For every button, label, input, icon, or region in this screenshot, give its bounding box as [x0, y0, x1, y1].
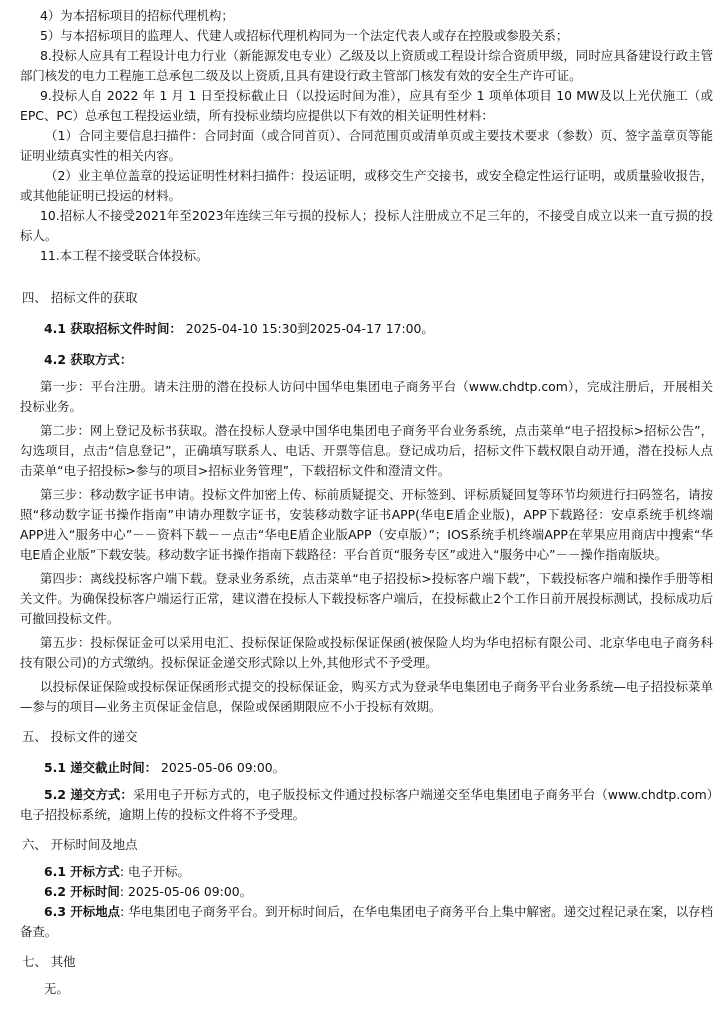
section-5-1 [20, 758, 713, 778]
section-6-3-value: : 华电集团电子商务平台。到开标时间后，在华电集团电子商务平台上集中解密。递交过程记录在案，以存档备查。 [20, 904, 713, 939]
section-5-2-label: 5.2 递交方式： [44, 787, 133, 802]
step-6: 以投标保证保险或投标保证保函形式提交的投标保证金，购买方式为登录华电集团电子商务平台业务系统—电子招投标菜单—参与的项目—业务主页保证金信息，保险或保函期限应不小于投标有效期。 [20, 679, 713, 714]
section-6-1-value: : 电子开标。 [119, 864, 190, 879]
section-6-2-label: 6.2 开标时间 [44, 884, 120, 899]
section-5-heading: 五、 投标文件的递交 [22, 729, 138, 744]
section-4-1-label: 4.1 获取招标文件时间： [44, 321, 182, 336]
section-7-heading: 七、 其他 [22, 954, 76, 969]
section-6-2-value: : 2025-05-06 09:00。 [119, 884, 252, 899]
clause-5: 5）与本招标项目的监理人、代建人或招标代理机构同为一个法定代表人或存在控股或参股关系； [40, 28, 569, 43]
step-4: 第四步：离线投标客户端下载。登录业务系统，点击菜单“电子招投标>投标客户端下载”，下载投标客户端和操作手册等相关文件。为确保投标客户端运行正常，建议潜在投标人下载投标客户端后，在投标截止2个工作日前开展投标测试，投标成功后可撤回投标文件。 [20, 571, 713, 626]
step-3: 第三步：移动数字证书申请。投标文件加密上传、标前质疑提交、开标签到、评标质疑回复等环节均须进行扫码签名，请按照“移动数字证书操作指南”申请办理数字证书，安装移动数字证书APP(华电E盾企业版)，APP下载路径：安卓系统手机终端APP进入“服务中心”－－资料下载－－点击“华电E盾企业版APP（安卓版）”；IOS系统手机终端APP在苹果应用商店中搜索“华电E盾企业版”下载安装。移动数字证书操作指南下载路径：平台首页“服务专区”或进入“服务中心”－－操作指南版块。 [20, 487, 713, 562]
requirement-8: 8.投标人应具有工程设计电力行业（新能源发电专业）乙级及以上资质或工程设计综合资质甲级，同时应具备建设行政主管部门核发的电力工程施工总承包二级及以上资质,且具有建设行政主管部门核发有效的安全生产许可证。 [20, 48, 713, 83]
section-5-1-label: 5.1 递交截止时间： [44, 760, 157, 775]
requirement-11: 11.本工程不接受联合体投标。 [40, 248, 209, 263]
section-6-heading: 六、 开标时间及地点 [22, 837, 138, 852]
requirement-9-item-1: （1）合同主要信息扫描件：合同封面（或合同首页）、合同范围页或清单页或主要技术要求（参数）页、签字盖章页等能证明业绩真实性的相关内容。 [20, 128, 713, 163]
section-5-1-value: 2025-05-06 09:00。 [160, 760, 285, 775]
section-4-1 [20, 319, 713, 339]
section-5-2-value: 采用电子开标方式的，电子版投标文件通过投标客户端递交至华电集团电子商务平台（www.chdtp.com）电子招投标系统，逾期上传的投标文件将不予受理。 [20, 787, 713, 822]
clause-4: 4）为本招标项目的招标代理机构； [40, 8, 234, 23]
step-5: 第五步：投标保证金可以采用电汇、投标保证保险或投标保证保函(被保险人均为华电招标有限公司、北京华电电子商务科技有限公司)的方式缴纳。投标保证金递交形式除以上外,其他形式不予受理。 [20, 635, 713, 670]
section-4-1-value: 2025-04-10 15:30到2025-04-17 17:00。 [185, 321, 434, 336]
requirement-9: 9.投标人自 2022 年 1 月 1 日至投标截止日（以投运时间为准），应具有至少 1 项单体项目 10 MW及以上光伏施工（或EPC、PC）总承包工程投运业绩，所有投标业绩均应提供以下有效的相关证明性材料： [20, 88, 713, 123]
section-6-3-label: 6.3 开标地点 [44, 904, 121, 919]
step-2: 第二步：网上登记及标书获取。潜在投标人登录中国华电集团电子商务平台业务系统，点击菜单“电子招投标>招标公告”，勾选项目，点击“信息登记”，正确填写联系人、电话、开票等信息。登记成功后，招标文件下载权限自动开通，潜在投标人点击菜单“电子招投标>参与的项目>招标业务管理”，下载招标文件和澄清文件。 [20, 423, 713, 478]
section-5-2 [20, 785, 713, 825]
section-4-2-label: 4.2 获取方式： [44, 352, 133, 367]
section-4-heading: 四、 招标文件的获取 [22, 290, 138, 305]
section-6-1-label: 6.1 开标方式 [44, 864, 120, 879]
requirement-9-item-2: （2）业主单位盖章的投运证明性材料扫描件：投运证明，或移交生产交接书，或安全稳定性运行证明，或质量验收报告，或其他能证明已投运的材料。 [20, 168, 713, 203]
requirement-10: 10.招标人不接受2021年至2023年连续三年亏损的投标人；投标人注册成立不足三年的，不接受自成立以来一直亏损的投标人。 [20, 208, 713, 243]
section-6-3 [20, 902, 713, 942]
section-6-2 [20, 882, 713, 902]
step-1: 第一步：平台注册。请未注册的潜在投标人访问中国华电集团电子商务平台（www.chdtp.com），完成注册后，开展相关投标业务。 [20, 379, 713, 414]
section-6-1 [20, 862, 713, 882]
section-7-text: 无。 [44, 981, 69, 996]
